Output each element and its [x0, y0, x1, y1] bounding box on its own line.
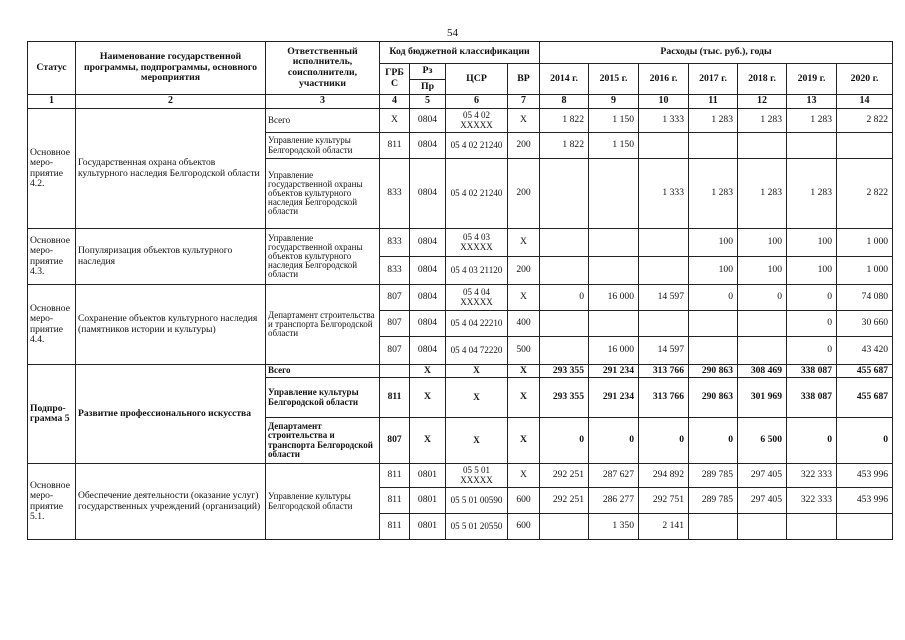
grbs-cell: 811 [380, 133, 410, 159]
header-csr: ЦСР [446, 64, 508, 95]
table-row [28, 285, 893, 311]
amount-cell: 100 [689, 257, 738, 285]
grbs-cell: 807 [380, 418, 410, 464]
amount-cell: 290 863 [689, 365, 738, 378]
rz-cell: 0801 [410, 488, 446, 514]
amount-cell: 14 597 [639, 337, 689, 365]
amount-cell: 43 420 [837, 337, 893, 365]
amount-cell: 30 660 [837, 311, 893, 337]
amount-cell [639, 257, 689, 285]
amount-cell [837, 514, 893, 540]
vr-cell: 400 [508, 311, 540, 337]
header-year: 2014 г. [540, 64, 589, 95]
executor-cell: Департамент строительства и транспорта Белгородской области [266, 418, 380, 464]
grbs-cell: Х [380, 109, 410, 133]
amount-cell [639, 229, 689, 257]
executor-cell: Управление культуры Белгородской области [266, 133, 380, 159]
amount-cell [689, 133, 738, 159]
amount-cell [639, 133, 689, 159]
amount-cell [738, 337, 787, 365]
table-row [28, 229, 893, 257]
amount-cell: 293 355 [540, 365, 589, 378]
amount-cell: 0 [689, 418, 738, 464]
column-number: 5 [410, 95, 446, 109]
amount-cell [540, 311, 589, 337]
column-number: 12 [738, 95, 787, 109]
grbs-cell [380, 365, 410, 378]
grbs-cell: 811 [380, 488, 410, 514]
header-grbs: ГРБ С [380, 64, 410, 95]
amount-cell: 1 333 [639, 159, 689, 229]
header-pr: Пр [410, 80, 446, 95]
grbs-cell: 833 [380, 257, 410, 285]
column-number: 3 [266, 95, 380, 109]
amount-cell [787, 514, 837, 540]
grbs-cell: 807 [380, 311, 410, 337]
column-number: 2 [76, 95, 266, 109]
header-year: 2018 г. [738, 64, 787, 95]
header-year: 2019 г. [787, 64, 837, 95]
column-number: 13 [787, 95, 837, 109]
executor-cell: Управление культуры Белгородской области [266, 464, 380, 540]
amount-cell [738, 311, 787, 337]
amount-cell: 1 283 [787, 109, 837, 133]
amount-cell: 313 766 [639, 365, 689, 378]
column-number: 6 [446, 95, 508, 109]
column-number: 9 [589, 95, 639, 109]
vr-cell: Х [508, 464, 540, 488]
vr-cell: Х [508, 109, 540, 133]
header-year: 2015 г. [589, 64, 639, 95]
amount-cell: 455 687 [837, 378, 893, 418]
grbs-cell: 811 [380, 464, 410, 488]
vr-cell: 200 [508, 133, 540, 159]
amount-cell: 291 234 [589, 378, 639, 418]
amount-cell: 289 785 [689, 488, 738, 514]
csr-cell: 05 4 04 ХХХХХ [446, 285, 508, 311]
amount-cell [589, 257, 639, 285]
csr-cell: 05 4 03 21120 [446, 257, 508, 285]
name-cell: Развитие профессионального искусства [76, 365, 266, 464]
vr-cell: Х [508, 285, 540, 311]
amount-cell: 1 283 [689, 159, 738, 229]
rz-cell: 0801 [410, 464, 446, 488]
header-year: 2020 г. [837, 64, 893, 95]
rz-cell: 0801 [410, 514, 446, 540]
amount-cell: 453 996 [837, 488, 893, 514]
amount-cell: 100 [787, 257, 837, 285]
amount-cell: 338 087 [787, 365, 837, 378]
grbs-cell: 807 [380, 285, 410, 311]
amount-cell: 6 500 [738, 418, 787, 464]
amount-cell: 100 [787, 229, 837, 257]
amount-cell: 100 [738, 229, 787, 257]
amount-cell [589, 229, 639, 257]
vr-cell: 600 [508, 488, 540, 514]
amount-cell: 0 [540, 285, 589, 311]
amount-cell: 0 [787, 285, 837, 311]
executor-cell: Управление государственной охраны объектов культурного наследия Белгородской области [266, 229, 380, 285]
amount-cell: 291 234 [589, 365, 639, 378]
amount-cell: 289 785 [689, 464, 738, 488]
vr-cell: 200 [508, 257, 540, 285]
amount-cell: 1 150 [589, 109, 639, 133]
header-rz: Рз [410, 64, 446, 80]
amount-cell: 0 [589, 418, 639, 464]
header-budget-code: Код бюджетной классификации [380, 42, 540, 64]
amount-cell: 16 000 [589, 337, 639, 365]
rz-cell: Х [410, 365, 446, 378]
name-cell: Популяризация объектов культурного наследия [76, 229, 266, 285]
amount-cell [540, 257, 589, 285]
amount-cell: 322 333 [787, 464, 837, 488]
grbs-cell: 807 [380, 337, 410, 365]
amount-cell: 1 150 [589, 133, 639, 159]
amount-cell: 1 822 [540, 109, 589, 133]
amount-cell: 1 350 [589, 514, 639, 540]
amount-cell: 0 [837, 418, 893, 464]
csr-cell: 05 5 01 20550 [446, 514, 508, 540]
amount-cell: 1 000 [837, 229, 893, 257]
amount-cell [540, 229, 589, 257]
amount-cell: 100 [738, 257, 787, 285]
rz-cell: 0804 [410, 337, 446, 365]
vr-cell: 500 [508, 337, 540, 365]
amount-cell: 294 892 [639, 464, 689, 488]
amount-cell: 0 [787, 337, 837, 365]
amount-cell [787, 133, 837, 159]
amount-cell: 1 283 [787, 159, 837, 229]
amount-cell: 74 080 [837, 285, 893, 311]
rz-cell: 0804 [410, 159, 446, 229]
amount-cell [540, 337, 589, 365]
amount-cell: 100 [689, 229, 738, 257]
name-cell: Обеспечение деятельности (оказание услуг) государственных учреждений (организаций) [76, 464, 266, 540]
grbs-cell: 833 [380, 229, 410, 257]
amount-cell: 293 355 [540, 378, 589, 418]
name-cell: Государственная охрана объектов культурного наследия Белгородской области [76, 109, 266, 229]
header-vr: ВР [508, 64, 540, 95]
rz-cell: 0804 [410, 133, 446, 159]
amount-cell: 0 [787, 311, 837, 337]
status-cell: Основное меро-приятие 4.2. [28, 109, 76, 229]
column-number: 10 [639, 95, 689, 109]
budget-table [27, 41, 893, 540]
amount-cell [689, 514, 738, 540]
name-cell: Сохранение объектов культурного наследия (памятников истории и культуры) [76, 285, 266, 365]
header-expenses: Расходы (тыс. руб.), годы [540, 42, 893, 64]
amount-cell: 1 333 [639, 109, 689, 133]
amount-cell: 0 [787, 418, 837, 464]
column-number: 14 [837, 95, 893, 109]
executor-cell: Управление культуры Белгородской области [266, 378, 380, 418]
amount-cell [589, 159, 639, 229]
rz-cell: Х [410, 378, 446, 418]
header-status: Статус [28, 42, 76, 95]
status-cell: Основное меро-приятие 4.3. [28, 229, 76, 285]
status-cell: Подпро-грамма 5 [28, 365, 76, 464]
amount-cell: 338 087 [787, 378, 837, 418]
csr-cell: 05 4 02 21240 [446, 159, 508, 229]
header-name: Наименование государственной программы, подпрограммы, основного мероприятия [76, 42, 266, 95]
amount-cell: 2 822 [837, 109, 893, 133]
amount-cell: 292 751 [639, 488, 689, 514]
csr-cell: 05 5 01 ХХХХХ [446, 464, 508, 488]
amount-cell: 322 333 [787, 488, 837, 514]
header-executor: Ответственный исполнитель, соисполнители, участники [266, 42, 380, 95]
amount-cell: 0 [738, 285, 787, 311]
csr-cell: 05 4 02 ХХХХХ [446, 109, 508, 133]
executor-cell: Всего [266, 365, 380, 378]
amount-cell: 2 141 [639, 514, 689, 540]
amount-cell [689, 311, 738, 337]
vr-cell: Х [508, 365, 540, 378]
amount-cell: 1 283 [738, 109, 787, 133]
amount-cell: 0 [639, 418, 689, 464]
amount-cell [540, 159, 589, 229]
table-row [28, 109, 893, 133]
csr-cell: 05 4 02 21240 [446, 133, 508, 159]
rz-cell: 0804 [410, 109, 446, 133]
grbs-cell: 811 [380, 514, 410, 540]
amount-cell: 301 969 [738, 378, 787, 418]
grbs-cell: 811 [380, 378, 410, 418]
amount-cell: 14 597 [639, 285, 689, 311]
status-cell: Основное меро-приятие 4.4. [28, 285, 76, 365]
rz-cell: 0804 [410, 311, 446, 337]
amount-cell [589, 311, 639, 337]
amount-cell [837, 133, 893, 159]
amount-cell [689, 337, 738, 365]
amount-cell: 455 687 [837, 365, 893, 378]
csr-cell: 05 4 04 22210 [446, 311, 508, 337]
csr-cell: Х [446, 418, 508, 464]
amount-cell: 286 277 [589, 488, 639, 514]
amount-cell [738, 514, 787, 540]
amount-cell: 287 627 [589, 464, 639, 488]
rz-cell: Х [410, 418, 446, 464]
csr-cell: 05 4 04 72220 [446, 337, 508, 365]
amount-cell: 1 283 [738, 159, 787, 229]
amount-cell: 308 469 [738, 365, 787, 378]
amount-cell: 1 822 [540, 133, 589, 159]
csr-cell: Х [446, 378, 508, 418]
amount-cell: 16 000 [589, 285, 639, 311]
executor-cell: Управление государственной охраны объектов культурного наследия Белгородской области [266, 159, 380, 229]
amount-cell: 0 [689, 285, 738, 311]
vr-cell: 600 [508, 514, 540, 540]
amount-cell: 0 [540, 418, 589, 464]
rz-cell: 0804 [410, 285, 446, 311]
amount-cell: 297 405 [738, 464, 787, 488]
amount-cell [738, 133, 787, 159]
column-number: 8 [540, 95, 589, 109]
executor-cell: Департамент строительства и транспорта Белгородской области [266, 285, 380, 365]
amount-cell: 1 283 [689, 109, 738, 133]
amount-cell: 1 000 [837, 257, 893, 285]
rz-cell: 0804 [410, 257, 446, 285]
amount-cell: 453 996 [837, 464, 893, 488]
amount-cell: 297 405 [738, 488, 787, 514]
csr-cell: 05 5 01 00590 [446, 488, 508, 514]
header-year: 2016 г. [639, 64, 689, 95]
amount-cell: 2 822 [837, 159, 893, 229]
column-number: 1 [28, 95, 76, 109]
amount-cell: 313 766 [639, 378, 689, 418]
csr-cell: Х [446, 365, 508, 378]
grbs-cell: 833 [380, 159, 410, 229]
vr-cell: 200 [508, 159, 540, 229]
amount-cell [540, 514, 589, 540]
column-number: 7 [508, 95, 540, 109]
vr-cell: Х [508, 418, 540, 464]
rz-cell: 0804 [410, 229, 446, 257]
page-number: 54 [447, 27, 458, 39]
executor-cell: Всего [266, 109, 380, 133]
csr-cell: 05 4 03 ХХХХХ [446, 229, 508, 257]
amount-cell: 290 863 [689, 378, 738, 418]
status-cell: Основное меро-приятие 5.1. [28, 464, 76, 540]
header-year: 2017 г. [689, 64, 738, 95]
amount-cell: 292 251 [540, 464, 589, 488]
amount-cell: 292 251 [540, 488, 589, 514]
amount-cell [639, 311, 689, 337]
column-number: 11 [689, 95, 738, 109]
vr-cell: Х [508, 378, 540, 418]
vr-cell: Х [508, 229, 540, 257]
column-number: 4 [380, 95, 410, 109]
table-row [28, 365, 893, 378]
table-row [28, 464, 893, 488]
